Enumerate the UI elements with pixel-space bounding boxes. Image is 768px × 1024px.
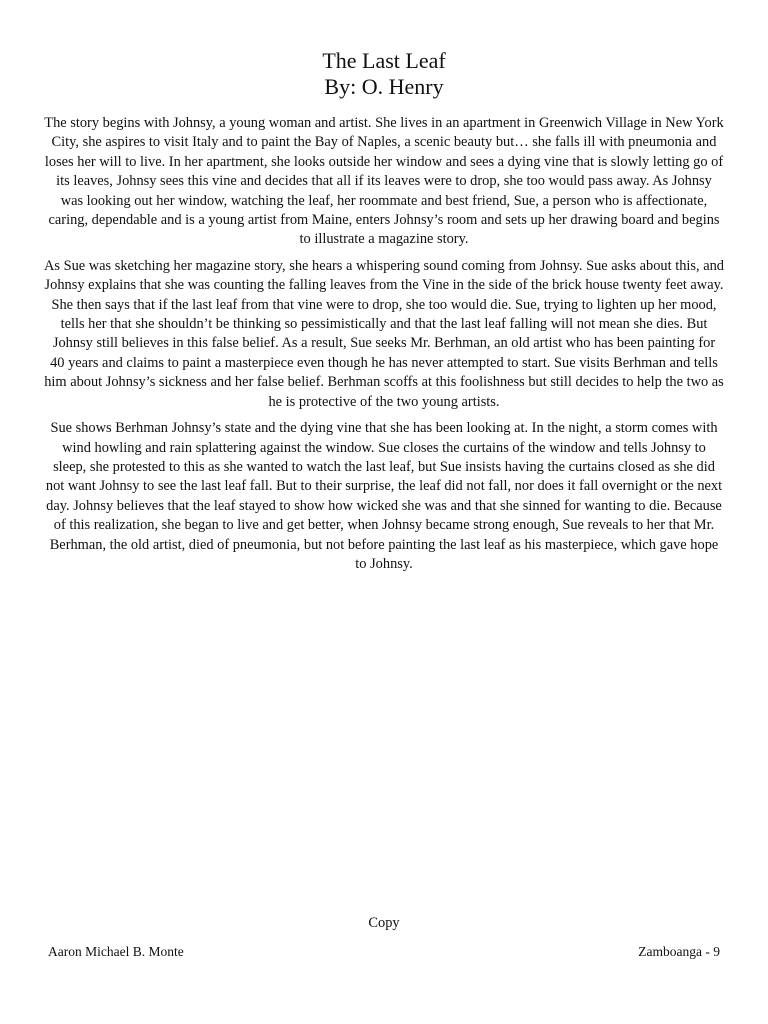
document-title: The Last Leaf (322, 48, 446, 73)
paragraph-3: Sue shows Berhman Johnsy’s state and the dying vine that she has been looking at. In the night, a storm comes with wind howling and rain splattering against the window. Sue closes the curtains of the window and tells Johnsy to sleep, she protested to this as she wanted to watch the last leaf, but Sue insists having the curtains closed as she did not want Johnsy to see the last leaf fall. But to their surprise, the leaf did not fall, nor does it fall overnight or the next day. Johnsy believes that the leaf stayed to show how wicked she was and that she sinned for wanting to die. Because of this realization, she began to live and get better, when Johnsy became strong enough, Sue reveals to her that Mr. Berhman, the old artist, died of pneumonia, but not before painting the last leaf as his masterpiece, which gave hope to Johnsy. (45, 420, 723, 572)
story-summary (44, 114, 724, 581)
title-block (0, 48, 768, 100)
paragraph-2: As Sue was sketching her magazine story, she hears a whispering sound coming from Johnsy. Sue asks about this, and Johnsy explains that she was counting the falling leaves from the Vine in the side of the brick house twenty feet away. She then says that if the last leaf from that vine were to drop, she too would die. Sue, trying to lighten up her mood, tells her that she shouldn’t be thinking so pessimistically and that the last leaf falling will not mean she dies. But Johnsy still believes in this false belief. As a result, Sue seeks Mr. Berhman, an old artist who has been painting for 40 years and claims to paint a masterpiece even though he has never attempted to start. Sue visits Berhman and tells him about Johnsy’s sickness and her false belief. Berhman scoffs at this foolishness but still decides to help the two as he is protective of the two young artists. (44, 257, 724, 410)
paragraph-1: The story begins with Johnsy, a young woman and artist. She lives in an apartment in Greenwich Village in New York City, she aspires to visit Italy and to paint the Bay of Naples, a scenic beauty but… she falls ill with pneumonia and loses her will to live. In her apartment, she looks outside her window and sees a dying vine that is slowly letting go of its leaves, Johnsy sees this vine and decides that all if its leaves were to drop, she too would pass away. As Johnsy was looking out her window, watching the leaf, her roommate and best friend, Sue, a person who is affectionate, caring, dependable and is a young artist from Maine, enters Johnsy’s room and sets up her drawing board and begins to illustrate a magazine story. (44, 115, 724, 248)
copy-label: Copy (368, 915, 400, 931)
author-name: Aaron Michael B. Monte (48, 944, 184, 959)
section-name: Zamboanga - 9 (638, 944, 720, 959)
document-byline: By: O. Henry (324, 74, 444, 99)
